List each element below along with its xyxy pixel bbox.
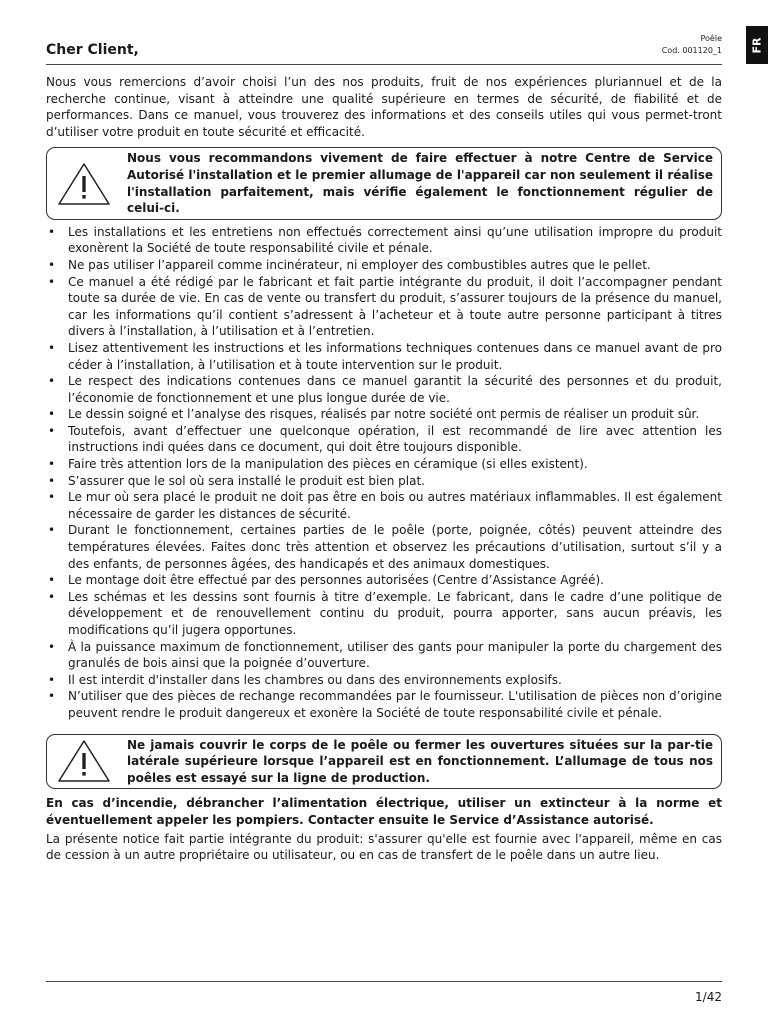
warning-box-ventilation — [46, 734, 722, 790]
list-item: • S’assurer que le sol où sera installé le produit est bien plat. — [46, 473, 722, 490]
list-item: • Toutefois, avant d’effectuer une quelconque opération, il est recommandé de lire avec attention les instructions indi quées dans ce document, qui doit être toujours disponible. — [46, 423, 722, 456]
list-item: • Le mur où sera placé le produit ne doit pas être en bois ou autres matériaux inflammables. Il est également nécessaire de garder les distances de sécurité. — [46, 489, 722, 522]
list-item: • Les installations et les entretiens non effectués correctement ainsi qu’une utilisation impropre du produit exonèrent la Société de toute responsabilité civile et pénale. — [46, 224, 722, 257]
list-item: • Le dessin soigné et l’analyse des risques, réalisés par notre société ont permis de réaliser un produit sûr. — [46, 406, 722, 423]
list-item: • Lisez attentivement les instructions et les informations techniques contenues dans ce manuel avant de pro céder à l’installation, à l’utilisation et à toute intervention sur le produit. — [46, 340, 722, 373]
list-item: • Faire très attention lors de la manipulation des pièces en céramique (si elles existent). — [46, 456, 722, 473]
list-item: • Ne pas utiliser l’appareil comme incinérateur, ni employer des combustibles autres que le pellet. — [46, 257, 722, 274]
intro-paragraph: Nous vous remercions d’avoir choisi l’un des nos produits, fruit de nos expériences pluriannuel et de la recherche continue, visant à atteindre une qualité supérieure en termes de sécurité, de fiabilité et de performances. Dans ce manuel, vous trouverez des informations et des conseils utiles qui vous permet-tront d’utiliser votre produit en toute sécurité et efficacité. — [46, 75, 722, 139]
warning-triangle-icon — [53, 738, 115, 784]
list-item: • Le respect des indications contenues dans ce manuel garantit la sécurité des personnes et du produit, l’économie de fonctionnement et une plus longue durée de vie. — [46, 373, 722, 406]
closing-paragraph: La présente notice fait partie intégrante du produit: s'assurer qu'elle est fournie avec l'appareil, même en cas de cession à un autre propriétaire ou utilisateur, ou en cas de transfert de le poêle dans un autre lieu. — [46, 831, 722, 863]
warning-box-installation — [46, 147, 722, 219]
document-meta — [662, 33, 722, 57]
document-body — [46, 74, 722, 864]
product-name: Poêle — [700, 34, 722, 43]
list-item: • Durant le fonctionnement, certaines parties de le poêle (porte, poignée, côtés) peuvent atteindre des températures élevées. Faites donc très attention et observez les précautions d’utilisation, surtout s’il y a des enfants, de personnes âgées, des handicapés et des animaux domestiques. — [46, 522, 722, 572]
list-item: • Le montage doit être effectué par des personnes autorisées (Centre d’Assistance Agréé). — [46, 572, 722, 589]
warning-installation-text: Nous vous recommandons vivement de faire effectuer à notre Centre de Service Autorisé l'installation et le premier allumage de l'appareil car non seulement il réalise l'installation parfaitement, mais vérifie également le fonctionnement régulier de celui-ci. — [127, 151, 713, 216]
list-item: • Ce manuel a été rédigé par le fabricant et fait partie intégrante du produit, il doit l’accompagner pendant toute sa durée de vie. En cas de vente ou transfert du produit, s’assurer toujours de la présence du manuel, car les informations qu’il contient s’adressent à l’acheteur et à toute autre personne participant à titres divers à l’installation, à l’utilisation et à l’entretien. — [46, 274, 722, 340]
warning-triangle-icon — [53, 161, 115, 207]
document-code: Cod. 001120_1 — [661, 46, 722, 55]
warning-ventilation-text: Ne jamais couvrir le corps de le poêle ou fermer les ouvertures situées sur la par-tie latérale supérieure lorsque l’appareil est en fonctionnement. L’allumage de tous nos poêles est essayé sur la ligne de production. — [127, 737, 713, 785]
page-number: 1/42 — [695, 990, 722, 1004]
list-item: • Les schémas et les dessins sont fournis à titre d’exemple. Le fabricant, dans le cadre d’une politique de développement et de renouvellement continu du produit, pourra apporter, sans aucun préavis, les modifications qu’il jugera opportunes. — [46, 589, 722, 639]
page-title: Cher Client, — [46, 42, 139, 58]
footer-rule — [46, 981, 722, 982]
fire-notice: En cas d’incendie, débrancher l’alimentation électrique, utiliser un extincteur à la norme et éventuellement appeler les pompiers. Contacter ensuite le Service d’Assistance autorisé. — [46, 796, 722, 827]
language-tab — [746, 26, 768, 64]
language-label: FR — [750, 37, 764, 53]
safety-bullet-list — [46, 224, 722, 722]
list-item: • N’utiliser que des pièces de rechange recommandées par le fournisseur. L'utilisation de pièces non d’origine peuvent rendre le produit dangereux et exonère la Société de toute responsabilité civile et pénale. — [46, 688, 722, 721]
header-rule — [46, 64, 722, 65]
list-item: • À la puissance maximum de fonctionnement, utiliser des gants pour manipuler la porte du chargement des granulés de bois ainsi que la poignée d’ouverture. — [46, 639, 722, 672]
list-item: • Il est interdit d'installer dans les chambres ou dans des environnements explosifs. — [46, 672, 722, 689]
